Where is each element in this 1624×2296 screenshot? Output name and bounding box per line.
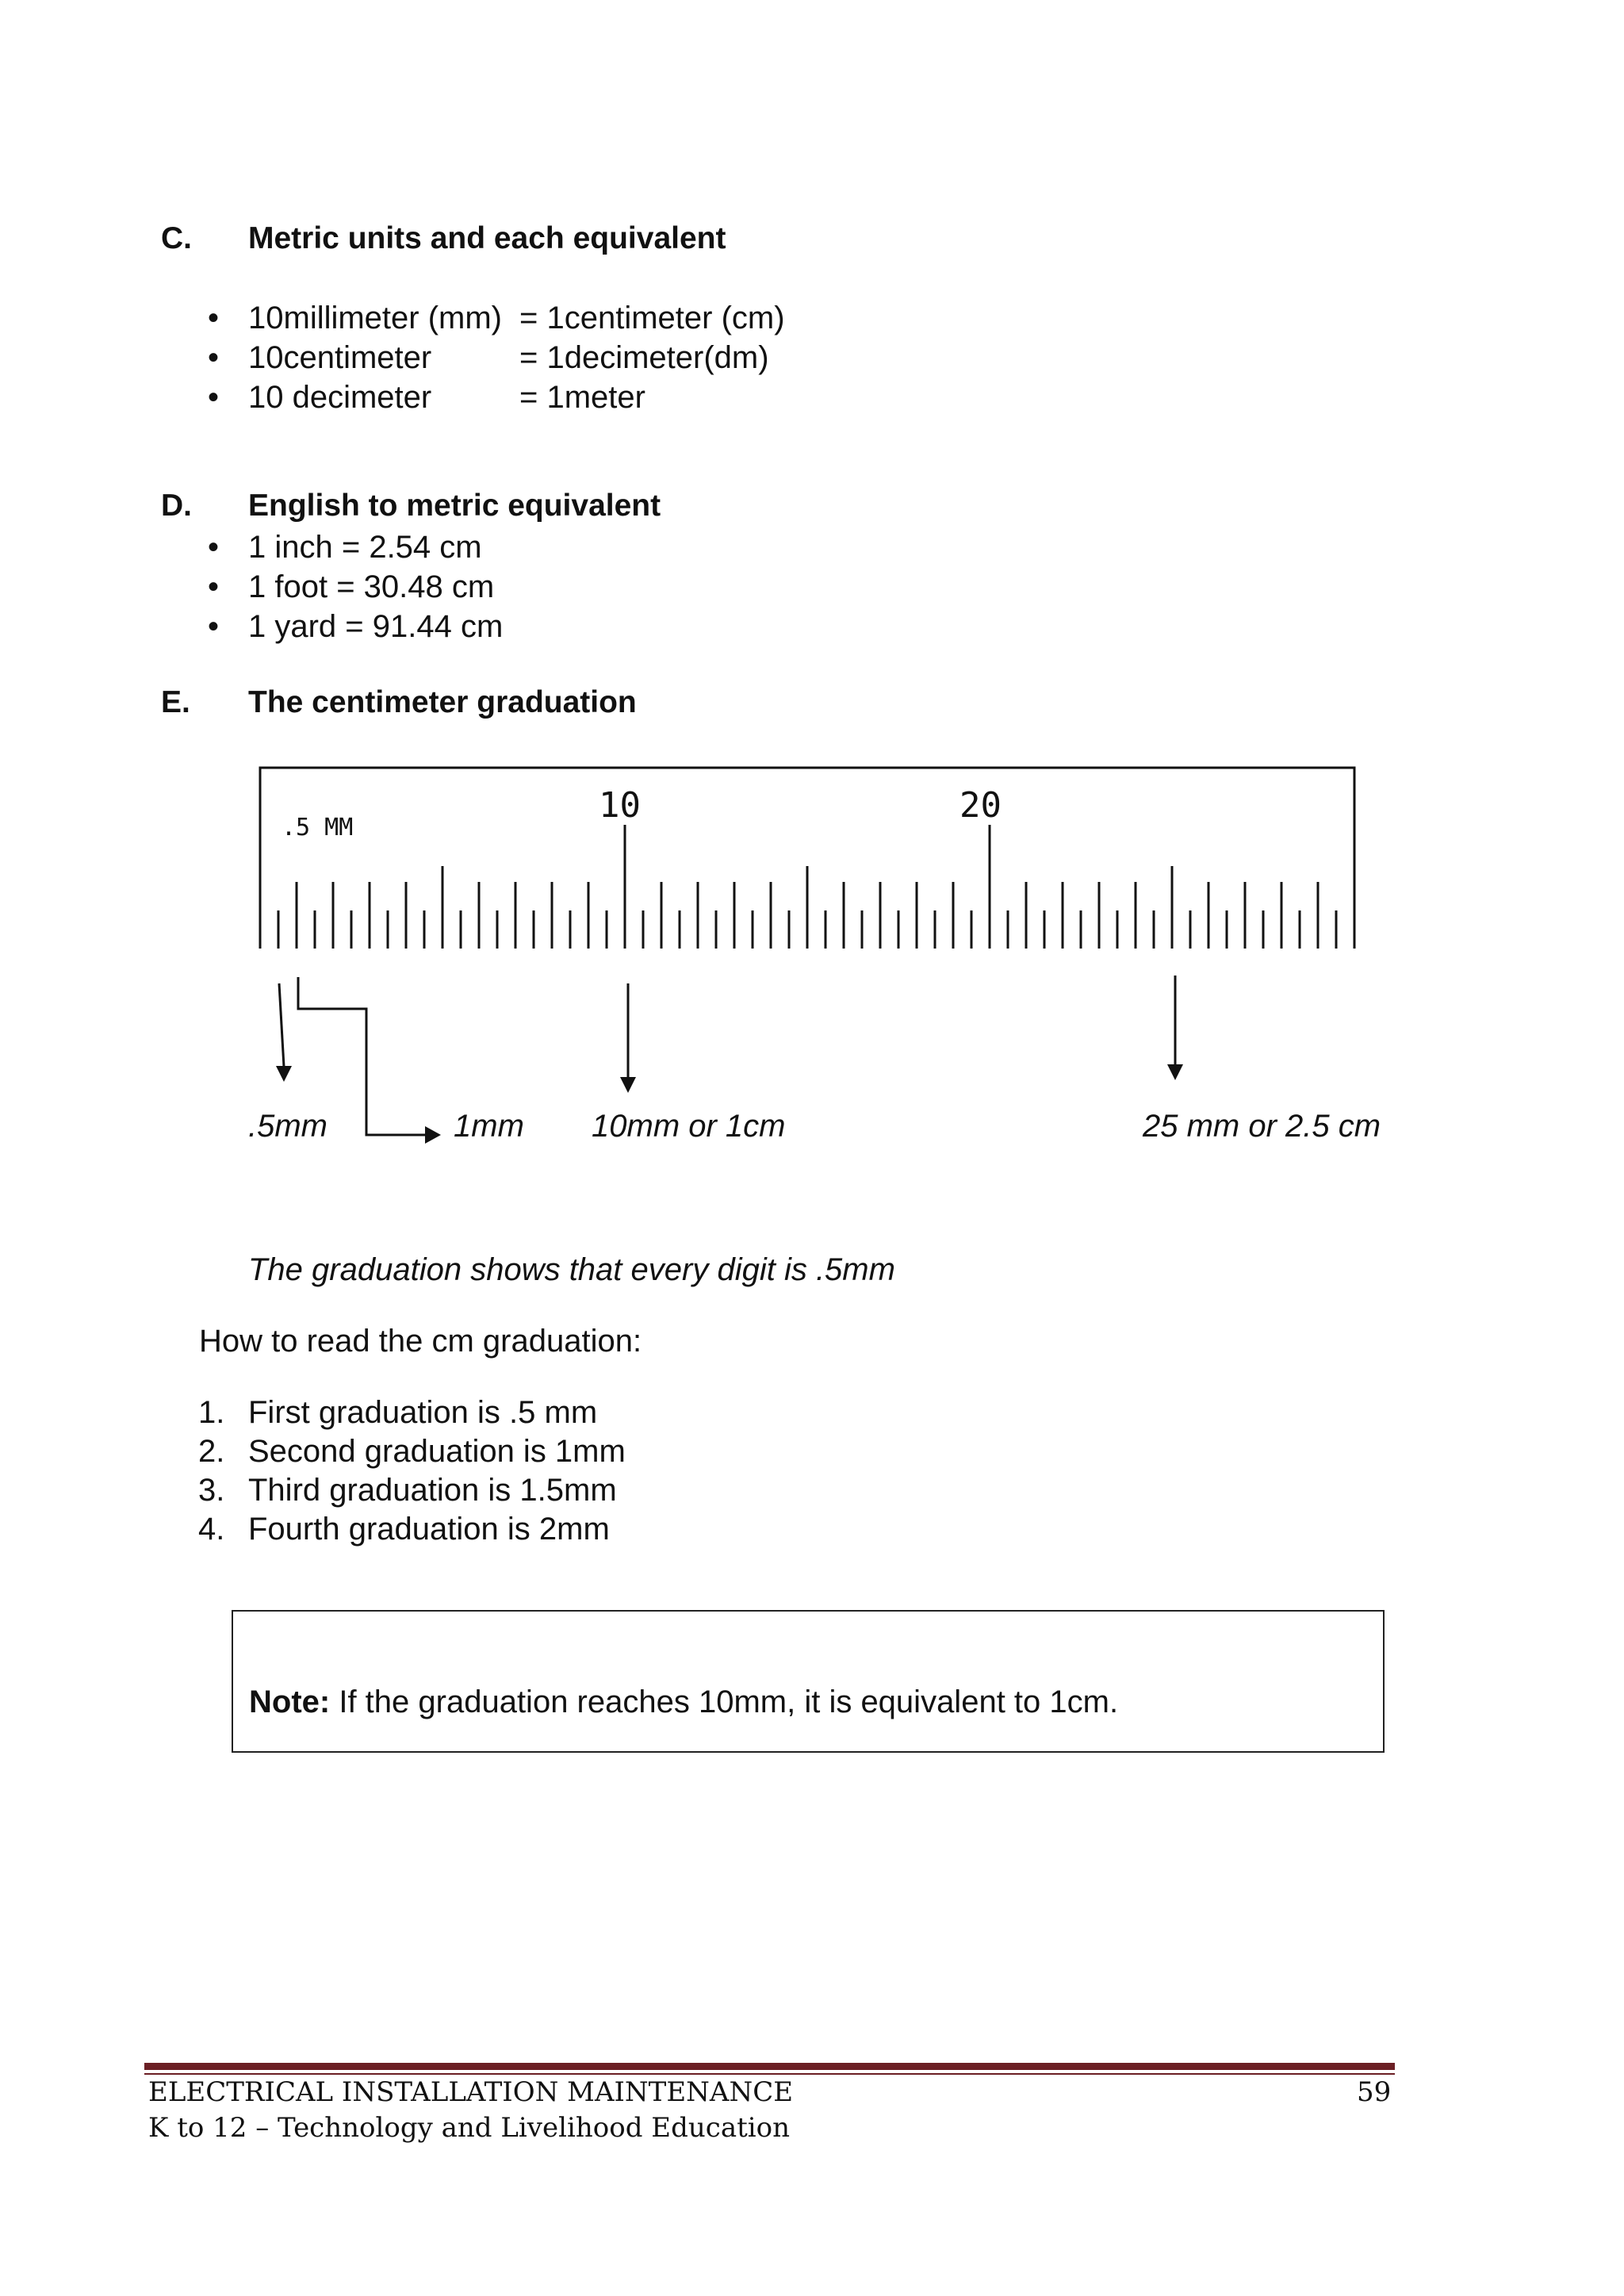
bullet-icon: • [208,530,220,565]
callout-half-mm: .5mm [248,1109,327,1144]
list-item-text: 1 yard = 91.44 cm [248,609,504,644]
callout-25mm: 25 mm or 2.5 cm [1143,1109,1381,1144]
row-right: = 1decimeter(dm) [519,340,769,375]
centimeter-ruler-diagram [238,753,1388,1150]
row-right: = 1centimeter (cm) [519,301,785,335]
step-text: Fourth graduation is 2mm [248,1512,610,1547]
callout-1mm: 1mm [454,1109,524,1144]
list-item [198,1470,617,1510]
bullet-icon: • [208,301,220,335]
bullet-icon: • [208,609,220,644]
ruler-label-10: 10 [599,785,641,826]
arrow-down-icon [1167,1064,1183,1080]
section-e-title: The centimeter graduation [248,685,637,719]
footer-title: ELECTRICAL INSTALLATION MAINTENANCE [148,2076,794,2108]
note-label: Note: [249,1685,331,1719]
step-number: 2. [198,1434,225,1469]
callout-10mm: 10mm or 1cm [592,1109,786,1144]
section-c-title: Metric units and each equivalent [248,221,726,255]
note-content [249,1682,1118,1722]
section-e-letter: E. [161,685,190,719]
footer-subtitle: K to 12 – Technology and Livelihood Education [148,2112,790,2144]
list-item [208,607,503,646]
note-box [232,1610,1385,1753]
list-item [198,1393,598,1432]
step-text: First graduation is .5 mm [248,1395,598,1430]
note-text: If the graduation reaches 10mm, it is equivalent to 1cm. [330,1685,1119,1719]
step-number: 4. [198,1512,225,1547]
section-d-letter: D. [161,489,192,523]
page-number: 59 [1357,2076,1392,2108]
list-item [208,567,494,607]
list-item [198,1509,610,1549]
ruler-label-20: 20 [959,785,1002,826]
step-text: Second graduation is 1mm [248,1434,626,1469]
list-item [198,1432,626,1471]
row-left: 10 decimeter [248,380,432,415]
section-d-title: English to metric equivalent [248,489,661,523]
step-number: 1. [198,1395,225,1430]
footer-rule-thick [144,2063,1395,2070]
row-right: = 1meter [519,380,645,415]
how-to-intro: How to read the cm graduation: [199,1324,642,1359]
bullet-icon: • [208,340,220,375]
list-item-text: 1 foot = 30.48 cm [248,569,495,604]
list-item-text: 1 inch = 2.54 cm [248,530,482,565]
section-c-letter: C. [161,221,192,255]
ruler-unit-label: .5 MM [282,814,354,841]
bullet-icon: • [208,569,220,604]
arrow-right-icon [425,1126,441,1144]
row-left: 10millimeter (mm) [248,301,502,335]
bullet-icon: • [208,380,220,415]
ruler-ticks [278,825,1336,949]
row-left: 10centimeter [248,340,432,375]
step-text: Third graduation is 1.5mm [248,1473,617,1508]
arrow-down-icon [276,1066,292,1082]
list-item [208,527,482,567]
arrow-down-icon [620,1077,636,1093]
ruler-svg [238,753,1388,1150]
graduation-caption: The graduation shows that every digit is .5mm [248,1252,895,1287]
step-number: 3. [198,1473,225,1508]
